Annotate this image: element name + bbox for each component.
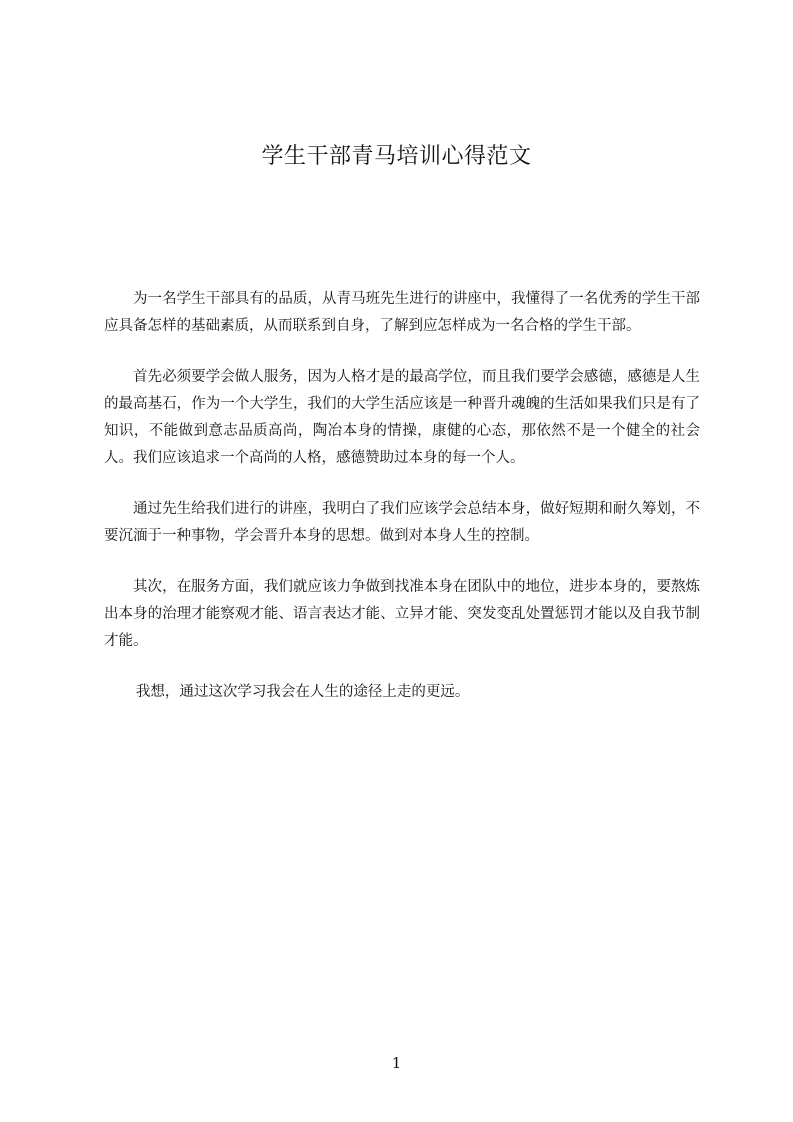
paragraph-2: 首先必须要学会做人服务，因为人格才是的最高学位，而且我们要学会感德，感德是人生的最高基石，作为一个大学生，我们的大学生活应该是一种晋升魂魄的生活如果我们只是有了知识，不能做到意志品质高尚，陶冶本身的情操，康健的心态，那依然不是一个健全的社会人。我们应该追求一个高尚的人格，感德赞助过本身的每一个人。: [104, 369, 700, 466]
paragraph-4: 其次，在服务方面，我们就应该力争做到找准本身在团队中的地位，进步本身的，要熬炼出本身的治理才能察观才能、语言表达才能、立异才能、突发变乱处置惩罚才能以及自我节制才能。: [104, 579, 700, 649]
document-title: 学生干部青马培训心得范文: [261, 144, 532, 169]
paragraph-3: 通过先生给我们进行的讲座，我明白了我们应该学会总结本身，做好短期和耐久筹划，不要沉湎于一种事物，学会晋升本身的思想。做到对本身人生的控制。: [104, 501, 700, 544]
document-body: [104, 286, 700, 730]
paragraph-1: 为一名学生干部具有的品质，从青马班先生进行的讲座中，我懂得了一名优秀的学生干部应具备怎样的基础素质，从而联系到自身，了解到应怎样成为一名合格的学生干部。: [104, 291, 700, 334]
paragraph-5: 我想，通过这次学习我会在人生的途径上走的更远。: [135, 684, 470, 700]
page-number: 1: [391, 1054, 402, 1072]
